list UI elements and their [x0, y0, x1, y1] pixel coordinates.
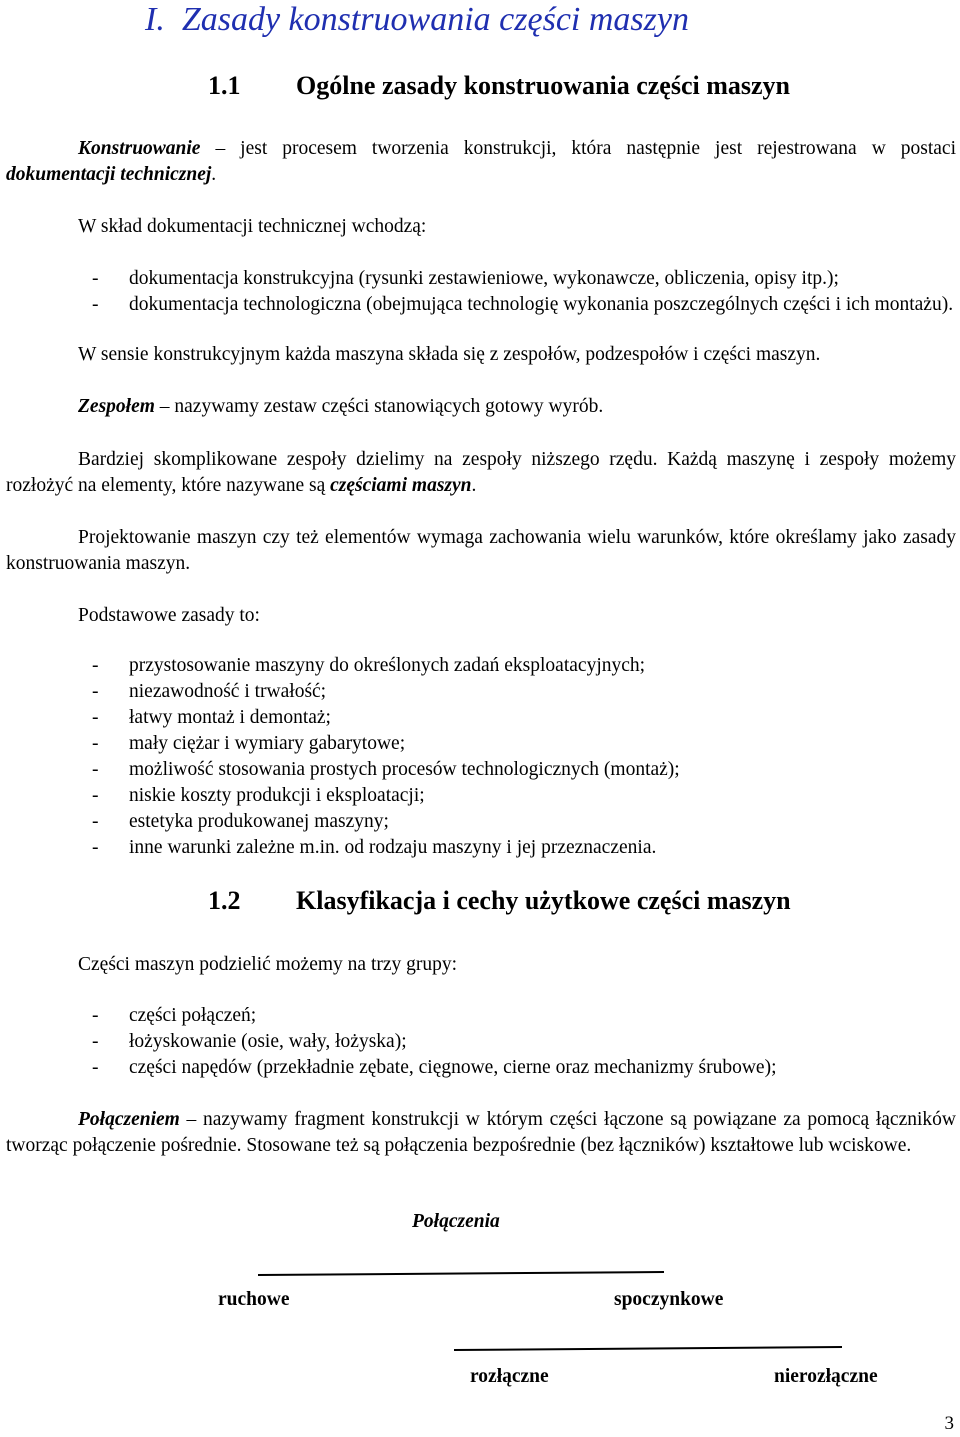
- list-item: [92, 809, 680, 835]
- list-item-text: przystosowanie maszyny do określonych zadań eksploatacyjnych;: [129, 655, 646, 676]
- list-item-text: dokumentacja konstrukcyjna (rysunki zestawieniowe, wykonawcze, obliczenia, opisy itp.);: [129, 268, 839, 289]
- list-dash: -: [92, 1057, 99, 1078]
- paragraph-konstruowanie: [6, 136, 956, 188]
- list-item: [92, 835, 680, 861]
- term-czesci-maszyn: częściami maszyn: [330, 475, 472, 496]
- list-item-text: części napędów (przekładnie zębate, cięgnowe, cierne oraz mechanizmy śrubowe);: [129, 1057, 777, 1078]
- list-item: [92, 783, 680, 809]
- list-item-text: części połączeń;: [129, 1005, 257, 1026]
- paragraph-text: Bardziej skomplikowane zespoły dzielimy na zespoły niższego rzędu. Każdą maszynę i zespoły możemy rozłożyć na elementy, które nazywane są: [6, 449, 956, 496]
- list-dash: -: [92, 759, 99, 780]
- list-item-text: estetyka produkowanej maszyny;: [129, 811, 389, 832]
- list-dash: -: [92, 811, 99, 832]
- tree-branch-sub: [454, 1347, 842, 1350]
- term-dokumentacja: dokumentacji technicznej: [6, 164, 212, 185]
- paragraph-grupy: Części maszyn podzielić możemy na trzy grupy:: [78, 954, 458, 975]
- list-item: [92, 292, 957, 318]
- section-2-heading: [208, 885, 791, 917]
- paragraph-text: .: [211, 164, 217, 185]
- list-grupy: [92, 1003, 777, 1081]
- paragraph-projektowanie: Projektowanie maszyn czy też elementów wymaga zachowania wielu warunków, które określamy jako zasady konstruowania maszyn.: [6, 527, 956, 574]
- list-dokumentacja: [92, 266, 957, 318]
- section-2-title: Klasyfikacja i cechy użytkowe części maszyn: [296, 886, 791, 915]
- list-item-text: mały ciężar i wymiary gabarytowe;: [129, 733, 406, 754]
- tree-node-root: [412, 1209, 500, 1235]
- tree-node-ruchowe: ruchowe: [218, 1289, 290, 1310]
- paragraph-polaczenie: [6, 1107, 956, 1159]
- list-item-text: możliwość stosowania prostych procesów technologicznych (montaż);: [129, 759, 680, 780]
- list-dash: -: [92, 294, 99, 315]
- list-dash: -: [92, 681, 99, 702]
- list-item-text: łatwy montaż i demontaż;: [129, 707, 331, 728]
- list-item: [92, 1029, 777, 1055]
- paragraph-zespoly: [6, 447, 956, 499]
- list-item: [92, 1003, 777, 1029]
- paragraph-podstawowe-zasady: Podstawowe zasady to:: [78, 605, 260, 626]
- list-item: [92, 705, 680, 731]
- list-dash: -: [92, 733, 99, 754]
- term-konstruowanie: Konstruowanie: [78, 138, 201, 159]
- list-item-text: dokumentacja technologiczna (obejmująca technologię wykonania poszczególnych części i ich montażu).: [129, 294, 954, 315]
- tree-node-root-label: Połączenia: [412, 1211, 500, 1232]
- list-item: [92, 731, 680, 757]
- section-1-number: 1.1: [208, 71, 241, 100]
- paragraph-sklad: W skład dokumentacji technicznej wchodzą:: [78, 216, 427, 237]
- tree-node-spoczynkowe: spoczynkowe: [614, 1289, 724, 1310]
- list-dash: -: [92, 837, 99, 858]
- paragraph-text: – jest procesem tworzenia konstrukcji, która następnie jest rejestrowana w postaci: [200, 138, 956, 159]
- term-zespolem: Zespołem: [78, 396, 155, 417]
- list-item-text: inne warunki zależne m.in. od rodzaju maszyny i jej przeznaczenia.: [129, 837, 657, 858]
- chapter-title: I. Zasady konstruowania części maszyn: [145, 1, 689, 38]
- tree-node-nierozlaczne: nierozłączne: [774, 1366, 878, 1387]
- tree-branch-root: [258, 1272, 664, 1275]
- page-number: 3: [944, 1413, 954, 1434]
- list-item-text: niskie koszty produkcji i eksploatacji;: [129, 785, 425, 806]
- paragraph-sens-konstrukcyjny: W sensie konstrukcyjnym każda maszyna składa się z zespołów, podzespołów i części maszyn.: [78, 344, 821, 365]
- paragraph-text: – nazywamy zestaw części stanowiących gotowy wyrób.: [154, 396, 604, 417]
- list-dash: -: [92, 707, 99, 728]
- list-dash: -: [92, 268, 99, 289]
- paragraph-text: – nazywamy fragment konstrukcji w którym części łączone są powiązane za pomocą łączników tworząc połączenie pośrednie. Stosowane też są połączenia bezpośrednie (bez łączników) kształtowe lub wciskowe.: [6, 1109, 956, 1156]
- term-polaczeniem: Połączeniem: [78, 1109, 180, 1130]
- list-item-text: łożyskowanie (osie, wały, łożyska);: [129, 1031, 407, 1052]
- section-2-number: 1.2: [208, 886, 241, 915]
- list-dash: -: [92, 785, 99, 806]
- list-item: [92, 679, 680, 705]
- list-dash: -: [92, 655, 99, 676]
- list-item: [92, 757, 680, 783]
- list-dash: -: [92, 1031, 99, 1052]
- section-1-title: Ogólne zasady konstruowania części maszyn: [296, 71, 790, 100]
- list-item: [92, 653, 680, 679]
- paragraph-zespol: [78, 394, 603, 420]
- section-1-heading: [208, 70, 790, 102]
- list-item-text: niezawodność i trwałość;: [129, 681, 327, 702]
- tree-node-rozlaczne: rozłączne: [470, 1366, 549, 1387]
- list-zasady: [92, 653, 680, 861]
- list-item: [92, 1055, 777, 1081]
- list-item: [92, 266, 957, 292]
- paragraph-text: .: [471, 475, 477, 496]
- list-dash: -: [92, 1005, 99, 1026]
